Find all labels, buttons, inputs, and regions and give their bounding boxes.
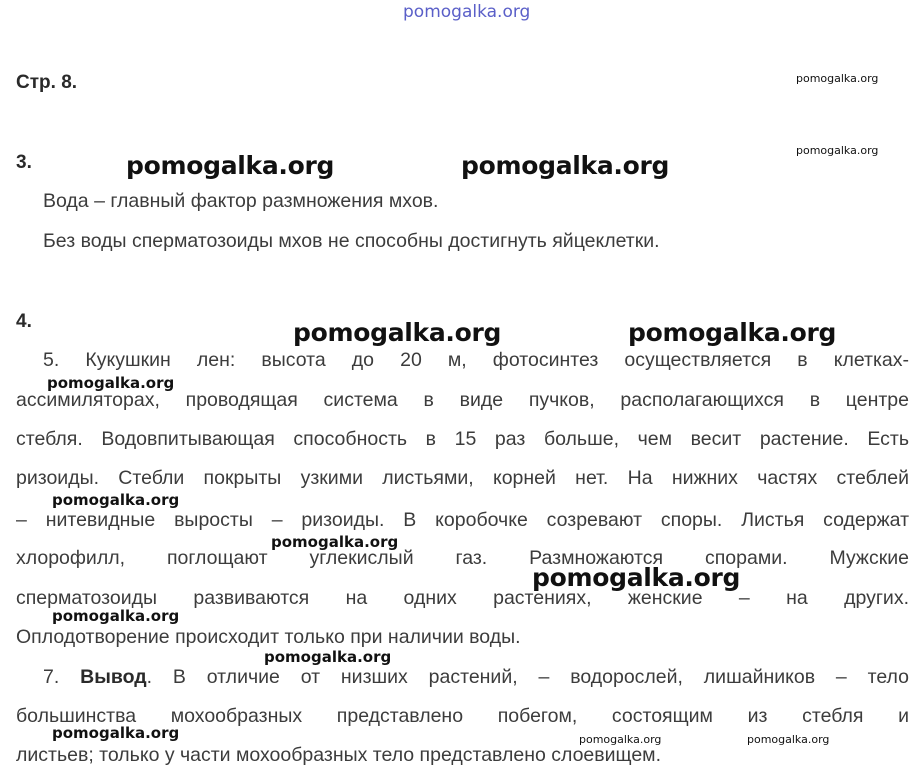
watermark: pomogalka.org (293, 318, 502, 347)
task7-bold-label: Вывод (80, 666, 147, 688)
watermark: pomogalka.org (126, 151, 335, 180)
watermark: pomogalka.org (264, 648, 392, 666)
watermark: pomogalka.org (461, 151, 670, 180)
task5-line: Оплодотворение происходит только при наличии воды. (16, 626, 521, 648)
task7-line: большинства мохообразных представлено побегом, состоящим из стебля и (16, 705, 909, 727)
task7-line1-text: . В отличие от низших растений, – водорослей, лишайников – тело (146, 666, 909, 688)
task3-number: 3. (16, 152, 32, 173)
task3-line: Вода – главный фактор размножения мхов. (43, 190, 439, 212)
task7-line: листьев; только у части мохообразных тело представлено слоевищем. (16, 744, 662, 766)
task5-line: ассимиляторах, проводящая система в виде пучков, располагающихся в центре (16, 389, 909, 411)
page-heading: Стр. 8. (16, 72, 78, 93)
watermark: pomogalka.org (579, 733, 662, 746)
watermark: pomogalka.org (52, 724, 180, 742)
watermark: pomogalka.org (52, 607, 180, 625)
watermark: pomogalka.org (271, 533, 399, 551)
watermark: pomogalka.org (532, 563, 741, 592)
task4-number: 4. (16, 311, 32, 332)
task5-line: 5. Кукушкин лен: высота до 20 м, фотосинтез осуществляется в клетках- (43, 349, 909, 371)
task5-line: – нитевидные выросты – ризоиды. В коробочке созревают споры. Листья содержат (16, 509, 909, 531)
watermark: pomogalka.org (628, 318, 837, 347)
task5-line: хлорофилл, поглощают углекислый газ. Размножаются спорами. Мужские (16, 547, 909, 569)
watermark-top: pomogalka.org (403, 2, 531, 22)
watermark: pomogalka.org (52, 491, 180, 509)
task7-number: 7. (43, 666, 60, 688)
watermark: pomogalka.org (796, 144, 879, 157)
watermark: pomogalka.org (747, 733, 830, 746)
task3-line: Без воды сперматозоиды мхов не способны достигнуть яйцеклетки. (43, 230, 660, 252)
task7-line (43, 666, 909, 689)
task5-line: ризоиды. Стебли покрыты узкими листьями, корней нет. На нижних частях стеблей (16, 467, 909, 489)
watermark: pomogalka.org (47, 374, 175, 392)
watermark: pomogalka.org (796, 72, 879, 85)
task5-line: сперматозоиды развиваются на одних растениях, женские – на других. (16, 587, 909, 609)
task5-line: стебля. Водовпитывающая способность в 15 раз больше, чем весит растение. Есть (16, 428, 909, 450)
